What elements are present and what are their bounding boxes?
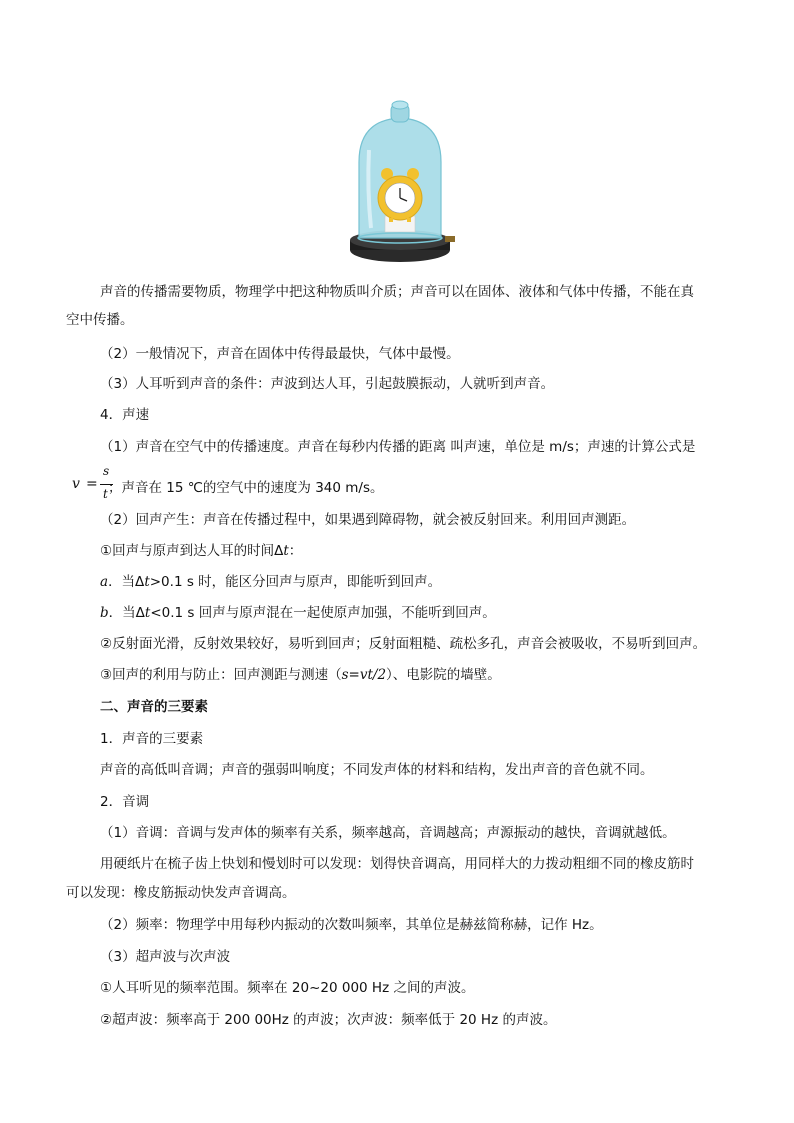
case-b-label: b (100, 605, 109, 621)
echo-uses-suffix: ）、电影院的墙壁。 (386, 667, 501, 683)
echo-uses-formula: s=vt/2 (341, 667, 387, 683)
case-a-t: t (144, 574, 150, 590)
echo-case-a (100, 572, 764, 592)
hearing-range: ①人耳听见的频率范围。频率在 20~20 000 Hz 之间的声波。 (100, 980, 475, 996)
subheading-pitch: 2．音调 (100, 794, 150, 810)
echo-time-t: t (283, 543, 289, 559)
item-3-hearing-condition: （3）人耳听到声音的条件：声波到达人耳，引起鼓膜振动，人就听到声音。 (100, 376, 555, 392)
echo-uses-prefix: ③回声的利用与防止：回声测距与测速（ (100, 667, 342, 683)
speed-in-air-value: ；声音在 15 ℃的空气中的速度为 340 m/s。 (108, 480, 384, 496)
pitch-comb-line-1: 用硬纸片在梳子齿上快划和慢划时可以发现：划得快音调高，用同样大的力拨动粗细不同的橡皮筋时 (100, 856, 694, 872)
case-a-label: a (100, 574, 109, 590)
case-b-t: t (144, 605, 151, 621)
echo-uses (100, 665, 764, 685)
bell-jar-alarm-clock-illustration (345, 100, 455, 268)
formula-v: v (72, 476, 80, 492)
pitch-comb-line-2: 可以发现：橡皮筋振动快发声音调高。 (66, 885, 296, 901)
paragraph-medium-line-1: 声音的传播需要物质，物理学中把这种物质叫介质；声音可以在固体、液体和气体中传播，不能在真 (100, 284, 694, 300)
bell-jar-figure (345, 100, 455, 268)
pitch-definition: （1）音调：音调与发声体的频率有关系，频率越高，音调越高；声源振动的越快，音调就越低。 (100, 825, 676, 841)
echo-time-interval (100, 541, 764, 561)
subheading-three-elements: 1．声音的三要素 (100, 731, 204, 747)
speed-definition: （1）声音在空气中的传播速度。声音在每秒内传播的距离 叫声速，单位是 m/s；声速的计算公式是 (100, 439, 696, 455)
echo-time-suffix: ： (288, 543, 303, 559)
echo-production: （2）回声产生：声音在传播过程中，如果遇到障碍物，就会被反射回来。利用回声测距。 (100, 512, 636, 528)
ultrasound-infrasound-definition: ②超声波：频率高于 200 00Hz 的声波；次声波：频率低于 20 Hz 的声波。 (100, 1012, 557, 1028)
case-b-text2: <0.1 s 回声与原声混在一起使原声加强，不能听到回声。 (150, 605, 496, 621)
formula-numerator: s (103, 464, 110, 478)
ultrasound-infrasound-heading: （3）超声波与次声波 (100, 949, 231, 965)
echo-time-prefix: ①回声与原声到达人耳的时间Δ (100, 543, 284, 559)
case-a-text2: >0.1 s 时，能区分回声与原声，即能听到回声。 (149, 574, 442, 590)
echo-reflection-surface: ②反射面光滑，反射效果较好，易听到回声；反射面粗糙、疏松多孔，声音会被吸收，不易听到回声。 (100, 636, 707, 652)
echo-case-b (100, 603, 764, 623)
formula-equals: = (86, 476, 98, 492)
heading-speed-of-sound: 4．声速 (100, 407, 150, 423)
item-2-fastest-medium: （2）一般情况下，声音在固体中传得最最快，气体中最慢。 (100, 346, 460, 362)
paragraph-medium-line-2: 空中传播。 (66, 312, 134, 328)
section-heading-three-elements: 二、声音的三要素 (100, 699, 208, 715)
case-a-text1: ．当Δ (108, 574, 145, 590)
formula-denominator: t (103, 487, 108, 501)
case-b-text1: ．当Δ (108, 605, 145, 621)
three-elements-definition: 声音的高低叫音调；声音的强弱叫响度；不同发声体的材料和结构，发出声音的音色就不同。 (100, 762, 654, 778)
frequency-definition: （2）频率：物理学中用每秒内振动的次数叫频率，其单位是赫兹简称赫，记作 Hz。 (100, 917, 603, 933)
